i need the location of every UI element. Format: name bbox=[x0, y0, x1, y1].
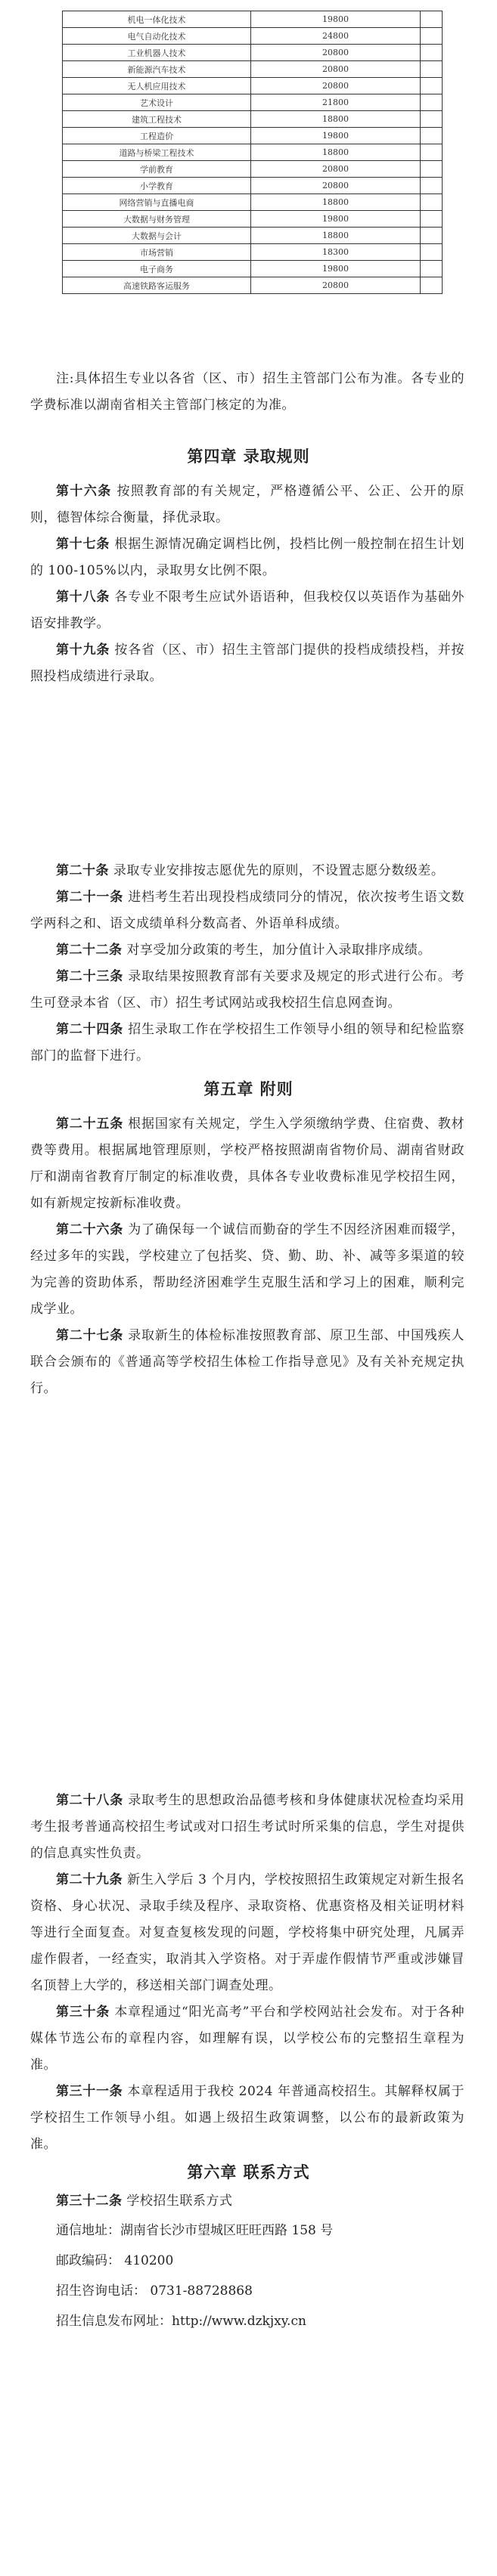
article-number: 第二十二条 bbox=[56, 943, 123, 958]
fee-table-row bbox=[63, 144, 443, 161]
fee-note: 注:具体招生专业以各省（区、市）招生主管部门公布为准。各专业的学费标准以湖南省相关主管部门核定的为准。 bbox=[30, 371, 464, 413]
fee-table-row bbox=[63, 277, 443, 294]
empty-cell bbox=[421, 111, 443, 128]
article-20 bbox=[30, 858, 464, 884]
article-number: 第十七条 bbox=[56, 537, 110, 552]
major-name-cell: 道路与桥梁工程技术 bbox=[63, 144, 251, 161]
empty-cell bbox=[421, 61, 443, 78]
article-23 bbox=[30, 964, 464, 1017]
fee-table-row bbox=[63, 45, 443, 61]
empty-cell bbox=[421, 128, 443, 144]
fee-table-row bbox=[63, 28, 443, 45]
article-31 bbox=[30, 2079, 464, 2158]
tuition-fee-cell: 19800 bbox=[251, 128, 421, 144]
major-name-cell: 学前教育 bbox=[63, 161, 251, 178]
chapter-6-title: 第六章 联系方式 bbox=[187, 2163, 310, 2181]
fee-table-row bbox=[63, 78, 443, 94]
empty-cell bbox=[421, 28, 443, 45]
article-text: 录取专业安排按志愿优先的原则，不设置志愿分数级差。 bbox=[109, 863, 445, 878]
tuition-fee-cell: 19800 bbox=[251, 211, 421, 228]
article-text: 本章程适用于我校 2024 年普通高校招生。其解释权属于学校招生工作领导小组。如遇上级招生政策调整，以公布的最新政策为准。 bbox=[30, 2084, 464, 2152]
major-name-cell: 小学教育 bbox=[63, 178, 251, 194]
article-text: 招生录取工作在学校招生工作领导小组的领导和纪检监察部门的监督下进行。 bbox=[30, 1022, 464, 1064]
contact-postcode: 邮政编码： 410200 bbox=[56, 2253, 174, 2268]
tuition-fee-cell: 21800 bbox=[251, 94, 421, 111]
article-text: 根据国家有关规定，学生入学须缴纳学费、住宿费、教材费等费用。根据属地管理原则，学校严格按照湖南省物价局、湖南省财政厅和湖南省教育厅制定的标准收费，具体各专业收费标准见学校招生网，如有新规定按新标准收费。 bbox=[30, 1116, 464, 1211]
major-name-cell: 电气自动化技术 bbox=[63, 28, 251, 45]
article-18 bbox=[30, 584, 464, 637]
fee-table-body bbox=[63, 11, 443, 294]
fee-table-row bbox=[63, 128, 443, 144]
article-text: 新生入学后 3 个月内，学校按照招生政策规定对新生报名资格、身心状况、录取手续及程序、录取资格、优惠资格及相关证明材料等进行全面复查。对复查复核发现的问题，学校将集中研究处理，凡属弄虚作假者，一经查实，取消其入学资格。对于弄虚作假情节严重或涉嫌冒名顶替上大学的，移送相关部门调查处理。 bbox=[30, 1872, 464, 1993]
article-16 bbox=[30, 478, 464, 531]
major-name-cell: 机电一体化技术 bbox=[63, 11, 251, 28]
article-number: 第十九条 bbox=[56, 642, 110, 658]
empty-cell bbox=[421, 211, 443, 228]
chapter-5-title: 第五章 附则 bbox=[203, 1079, 294, 1098]
article-number: 第二十四条 bbox=[56, 1022, 124, 1037]
fee-table-row bbox=[63, 261, 443, 277]
article-text: 本章程通过“阳光高考”平台和学校网站社会发布。对于各种媒体节选公布的章程内容，如理解有误，以学校公布的完整招生章程为准。 bbox=[30, 2005, 464, 2073]
major-name-cell: 大数据与会计 bbox=[63, 228, 251, 244]
article-number: 第二十条 bbox=[56, 863, 109, 878]
major-name-cell: 无人机应用技术 bbox=[63, 78, 251, 94]
tuition-fee-cell: 18800 bbox=[251, 111, 421, 128]
article-30 bbox=[30, 1999, 464, 2079]
major-name-cell: 网络营销与直播电商 bbox=[63, 194, 251, 211]
fee-table-row bbox=[63, 11, 443, 28]
article-26 bbox=[30, 1217, 464, 1323]
empty-cell bbox=[421, 261, 443, 277]
major-name-cell: 大数据与财务管理 bbox=[63, 211, 251, 228]
major-name-cell: 工业机器人技术 bbox=[63, 45, 251, 61]
empty-cell bbox=[421, 178, 443, 194]
chapter-4-title: 第四章 录取规则 bbox=[187, 447, 310, 466]
major-name-cell: 电子商务 bbox=[63, 261, 251, 277]
article-22 bbox=[30, 937, 464, 964]
article-29 bbox=[30, 1867, 464, 1999]
tuition-fee-cell: 19800 bbox=[251, 261, 421, 277]
tuition-fee-cell: 20800 bbox=[251, 277, 421, 294]
article-number: 第二十五条 bbox=[56, 1116, 124, 1132]
contact-phone: 招生咨询电话： 0731-88728868 bbox=[56, 2283, 253, 2299]
tuition-fee-cell: 24800 bbox=[251, 28, 421, 45]
fee-table-row bbox=[63, 228, 443, 244]
empty-cell bbox=[421, 244, 443, 261]
article-number: 第二十三条 bbox=[56, 969, 124, 984]
tuition-fee-cell: 18800 bbox=[251, 194, 421, 211]
article-text: 进档考生若出现投档成绩同分的情况，依次按考生语文数学两科之和、语文成绩单科分数高者、外语单科成绩。 bbox=[30, 890, 464, 931]
fee-table-row bbox=[63, 194, 443, 211]
article-number: 第二十八条 bbox=[56, 1793, 124, 1808]
article-19 bbox=[30, 637, 464, 690]
fee-table-row bbox=[63, 61, 443, 78]
article-text: 录取考生的思想政治品德考核和身体健康状况检查均采用考生报考普通高校招生考试或对口招生考试时所采集的信息，学生对提供的信息真实性负责。 bbox=[30, 1793, 464, 1861]
empty-cell bbox=[421, 94, 443, 111]
empty-cell bbox=[421, 161, 443, 178]
fee-table bbox=[62, 11, 443, 294]
article-32 bbox=[30, 2188, 464, 2215]
article-number: 第二十一条 bbox=[56, 890, 124, 905]
article-text: 为了确保每一个诚信而勤奋的学生不因经济困难而辍学，经过多年的实践，学校建立了包括奖、贷、勤、助、补、减等多渠道的较为完善的资助体系，帮助经济困难学生克服生活和学习上的困难，顺利完成学业。 bbox=[30, 1222, 464, 1317]
empty-cell bbox=[421, 144, 443, 161]
tuition-fee-cell: 20800 bbox=[251, 161, 421, 178]
empty-cell bbox=[421, 228, 443, 244]
article-number: 第十六条 bbox=[56, 484, 112, 499]
major-name-cell: 工程造价 bbox=[63, 128, 251, 144]
tuition-fee-cell: 18800 bbox=[251, 144, 421, 161]
fee-table-row bbox=[63, 94, 443, 111]
article-24 bbox=[30, 1017, 464, 1070]
tuition-fee-cell: 19800 bbox=[251, 11, 421, 28]
article-number: 第三十条 bbox=[56, 2005, 110, 2020]
tuition-fee-cell: 18300 bbox=[251, 244, 421, 261]
article-27 bbox=[30, 1323, 464, 1402]
major-name-cell: 艺术设计 bbox=[63, 94, 251, 111]
article-text: 学校招生联系方式 bbox=[122, 2194, 233, 2209]
major-name-cell: 市场营销 bbox=[63, 244, 251, 261]
article-text: 录取结果按照教育部有关要求及规定的形式进行公布。考生可登录本省（区、市）招生考试网站或我校招生信息网查询。 bbox=[30, 969, 464, 1011]
article-number: 第二十七条 bbox=[56, 1328, 124, 1343]
major-name-cell: 建筑工程技术 bbox=[63, 111, 251, 128]
empty-cell bbox=[421, 78, 443, 94]
empty-cell bbox=[421, 11, 443, 28]
article-25 bbox=[30, 1111, 464, 1217]
fee-table-row bbox=[63, 178, 443, 194]
empty-cell bbox=[421, 45, 443, 61]
article-text: 按照教育部的有关规定，严格遵循公平、公正、公开的原则，德智体综合衡量，择优录取。 bbox=[30, 484, 465, 525]
article-text: 按各省（区、市）招生主管部门提供的投档成绩投档，并按照投档成绩进行录取。 bbox=[30, 642, 465, 684]
article-17 bbox=[30, 531, 464, 584]
tuition-fee-cell: 20800 bbox=[251, 45, 421, 61]
article-number: 第三十二条 bbox=[56, 2194, 123, 2209]
empty-cell bbox=[421, 194, 443, 211]
tuition-fee-cell: 20800 bbox=[251, 178, 421, 194]
fee-table-row bbox=[63, 244, 443, 261]
article-21 bbox=[30, 884, 464, 937]
tuition-fee-cell: 18800 bbox=[251, 228, 421, 244]
article-number: 第二十六条 bbox=[56, 1222, 124, 1237]
fee-table-row bbox=[63, 111, 443, 128]
tuition-fee-cell: 20800 bbox=[251, 61, 421, 78]
article-number: 第三十一条 bbox=[56, 2084, 123, 2099]
tuition-fee-cell: 20800 bbox=[251, 78, 421, 94]
article-text: 对享受加分政策的考生，加分值计入录取排序成绩。 bbox=[122, 943, 431, 958]
article-number: 第二十九条 bbox=[56, 1872, 123, 1887]
major-name-cell: 高速铁路客运服务 bbox=[63, 277, 251, 294]
major-name-cell: 新能源汽车技术 bbox=[63, 61, 251, 78]
article-text: 各专业不限考生应试外语语种，但我校仅以英语作为基础外语安排教学。 bbox=[30, 590, 465, 631]
fee-table-row bbox=[63, 161, 443, 178]
empty-cell bbox=[421, 277, 443, 294]
contact-address: 通信地址：湖南省长沙市望城区旺旺西路 158 号 bbox=[56, 2223, 334, 2238]
contact-website[interactable]: 招生信息发布网址：http://www.dzkjxy.cn bbox=[56, 2314, 306, 2329]
article-number: 第十八条 bbox=[56, 590, 110, 605]
article-text: 根据生源情况确定调档比例，投档比例一般控制在招生计划的 100-105%以内，录取男女比例不限。 bbox=[30, 537, 465, 578]
article-28 bbox=[30, 1788, 464, 1867]
article-text: 录取新生的体检标准按照教育部、原卫生部、中国残疾人联合会颁布的《普通高等学校招生体检工作指导意见》及有关补充规定执行。 bbox=[30, 1328, 464, 1396]
fee-table-row bbox=[63, 211, 443, 228]
